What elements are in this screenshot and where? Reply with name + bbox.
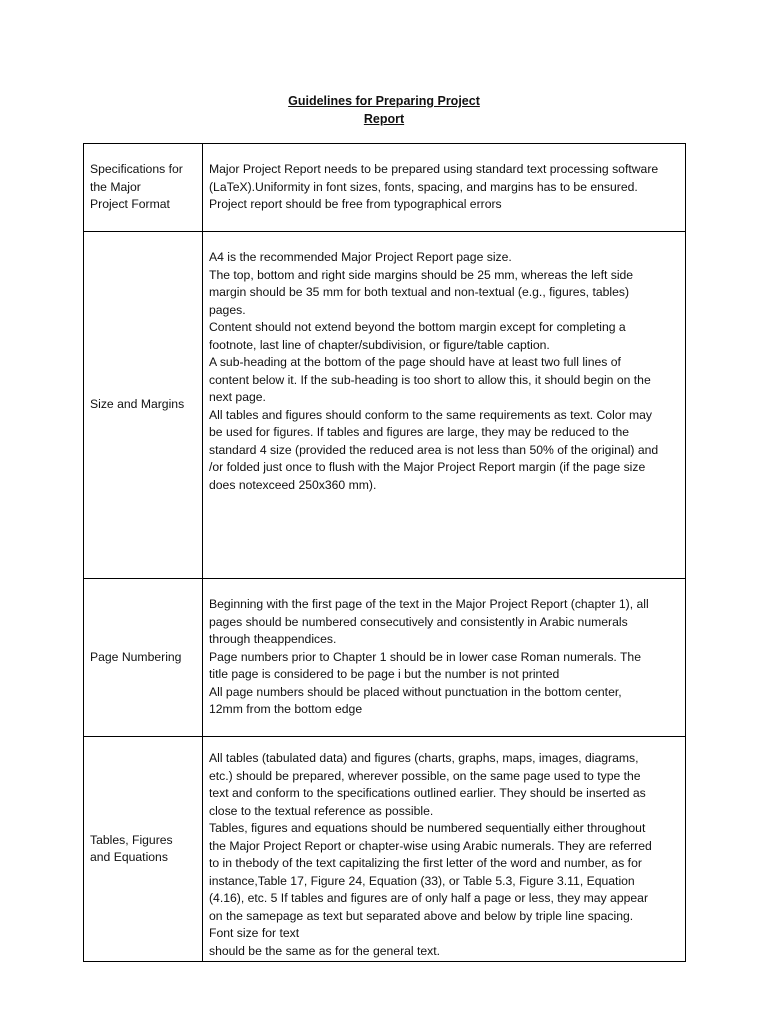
row-label-cell [84,737,203,962]
guidelines-table [83,143,686,962]
row-label: Specifications for the Major Project Format [90,162,183,212]
row-content-cell [203,144,686,232]
row-content: Major Project Report needs to be prepared using standard text processing software (LaTeX).Uniformity in font sizes, fonts, spacing, and margins has to be ensured. Project report should be free from typographical errors [209,162,659,212]
row-content: Beginning with the first page of the text in the Major Project Report (chapter 1), all pages should be numbered consecutively and consistently in Arabic numerals through theappendices. Page numbers prior to Chapter 1 should be in lower case Roman numerals. The title page is considered to be page i but the number is not printed All page numbers should be placed without punctuation in the bottom center, 12mm from the bottom edge [209,597,649,717]
table-row [84,579,686,737]
row-content-cell [203,579,686,737]
row-label-cell [84,579,203,737]
row-label: Page Numbering [90,649,182,664]
row-content: All tables (tabulated data) and figures (charts, graphs, maps, images, diagrams, etc.) should be prepared, wherever possible, on the same page used to type the text and conform to the specifications outlined earlier. They should be inserted as close to the textual reference as possible. Tables, figures and equations should be numbered sequentially either throughout the Major Project Report or chapter-wise using Arabic numerals. They are referred to in thebody of the text capitalizing the first letter of the word and number, as for instance,Table 17, Figure 24, Equation (33), or Table 5.3, Figure 3.11, Equation (4.16), etc. 5 If tables and figures are of only half a page or less, they may appear on the samepage as text but separated above and below by triple line spacing. Font size for text should be the same as for the general text. [209,751,652,958]
table-row [84,232,686,579]
title-line-2: Report [363,112,405,126]
title-line-1: Guidelines for Preparing Project [288,94,480,108]
row-content-cell [203,737,686,962]
table-row [84,737,686,962]
row-label-cell [84,232,203,579]
row-content: A4 is the recommended Major Project Report page size. The top, bottom and right side margins should be 25 mm, whereas the left side margin should be 35 mm for both textual and non-textual (e.g., figures, tables) pages. Content should not extend beyond the bottom margin except for completing a footnote, last line of chapter/subdivision, or figure/table caption. A sub-heading at the bottom of the page should have at least two full lines of content below it. If the sub-heading is too short to allow this, it should begin on the next page. All tables and figures should conform to the same requirements as text. Color may be used for figures. If tables and figures are large, they may be reduced to the standard 4 size (provided the reduced area is not less than 50% of the original) and /or folded just once to flush with the Major Project Report margin (if the page size does notexceed 250x360 mm). [209,250,659,492]
table-row [84,144,686,232]
row-label-cell [84,144,203,232]
row-label: Size and Margins [90,397,185,412]
row-content-cell [203,232,686,579]
page-title [0,92,768,128]
row-label: Tables, Figures and Equations [90,832,173,864]
